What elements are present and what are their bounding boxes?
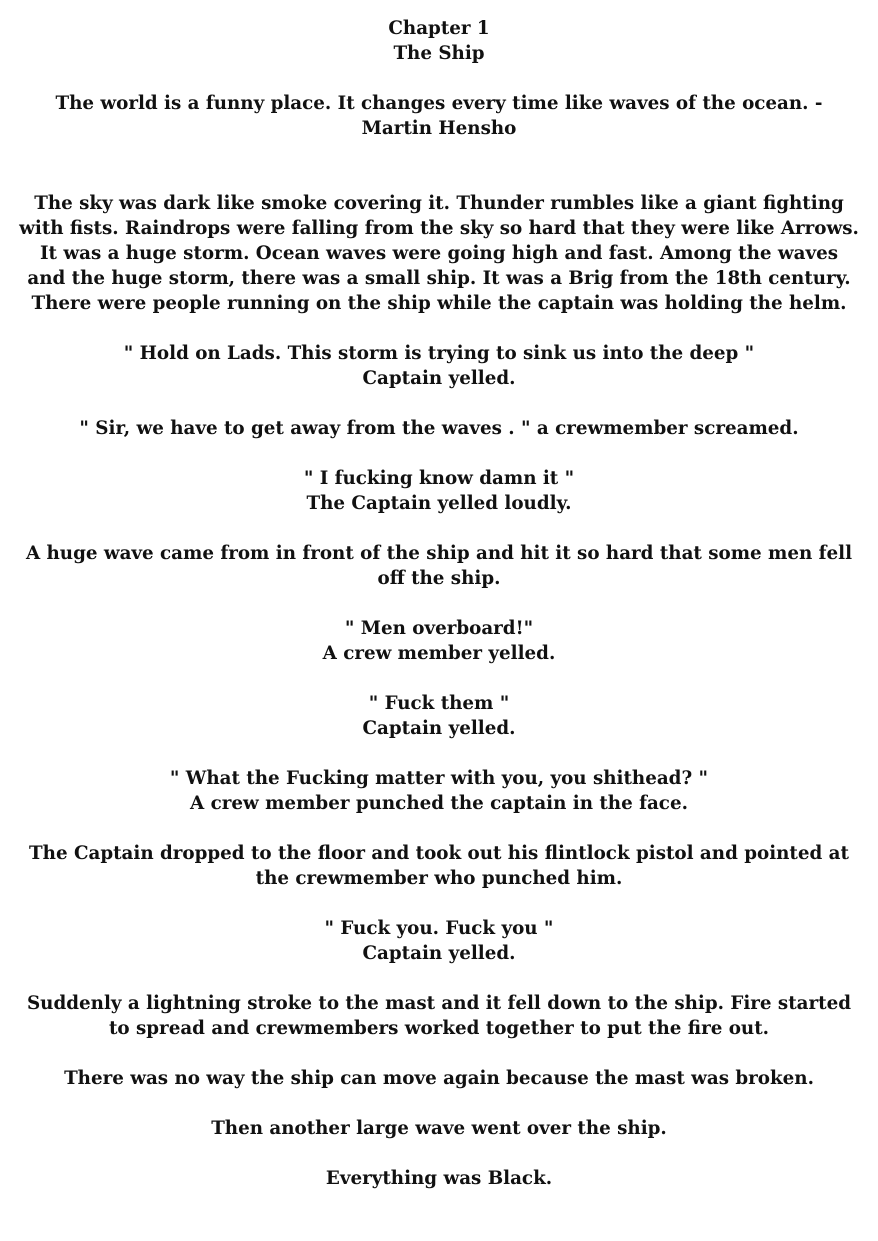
dialogue (18, 616, 860, 666)
paragraph (18, 541, 860, 591)
paragraph (18, 841, 860, 891)
dialogue (18, 416, 860, 441)
paragraph-line: Everything was Black. (325, 1168, 553, 1189)
dialogue-attribution: Captain yelled. (362, 368, 516, 389)
dialogue-line: " Fuck you. Fuck you " (324, 918, 554, 939)
dialogue-line: " I fucking know damn it " (303, 468, 575, 489)
dialogue (18, 341, 860, 391)
dialogue (18, 916, 860, 966)
dialogue (18, 766, 860, 816)
dialogue-line: " Fuck them " (368, 693, 510, 714)
dialogue-attribution: A crew member punched the captain in the face. (190, 793, 688, 814)
paragraph-line: A huge wave came from in front of the ship and hit it so hard that some men fell off the ship. (25, 543, 853, 589)
paragraph (18, 191, 860, 316)
dialogue-line: " Hold on Lads. This storm is trying to sink us into the deep " (123, 343, 755, 364)
paragraph-line: Suddenly a lightning stroke to the mast and it fell down to the ship. Fire started to spread and crewmembers worked together to put the fire out. (26, 993, 851, 1039)
dialogue-attribution: Captain yelled. (362, 718, 516, 739)
dialogue-line: " Sir, we have to get away from the waves . " a crewmember screamed. (79, 418, 799, 439)
chapter-number: Chapter 1 (388, 18, 490, 39)
paragraph (18, 1066, 860, 1091)
paragraph-line: Then another large wave went over the ship. (211, 1118, 667, 1139)
dialogue-attribution: A crew member yelled. (322, 643, 556, 664)
story-body (18, 191, 860, 1191)
paragraph-line: The sky was dark like smoke covering it. Thunder rumbles like a giant fighting with fists. Raindrops were falling from the sky so hard that they were like Arrows. It was a huge storm. Ocean waves were going high and fast. Among the waves and the huge storm, there was a small ship. It was a Brig from the 18th century. There were people running on the ship while the captain was holding the helm. (19, 193, 859, 314)
paragraph-line: The Captain dropped to the floor and took out his flintlock pistol and pointed at the crewmember who punched him. (29, 843, 849, 889)
paragraph-line: There was no way the ship can move again because the mast was broken. (64, 1068, 814, 1089)
dialogue (18, 691, 860, 741)
dialogue-line: " What the Fucking matter with you, you shithead? " (169, 768, 709, 789)
paragraph (18, 991, 860, 1041)
dialogue-attribution: Captain yelled. (362, 943, 516, 964)
chapter-heading (18, 16, 860, 66)
paragraph (18, 1166, 860, 1191)
epigraph: The world is a funny place. It changes every time like waves of the ocean. - Martin Hensho (55, 93, 823, 139)
dialogue-line: " Men overboard!" (344, 618, 534, 639)
chapter-title: The Ship (393, 43, 485, 64)
dialogue-attribution: The Captain yelled loudly. (306, 493, 572, 514)
paragraph (18, 1116, 860, 1141)
dialogue (18, 466, 860, 516)
